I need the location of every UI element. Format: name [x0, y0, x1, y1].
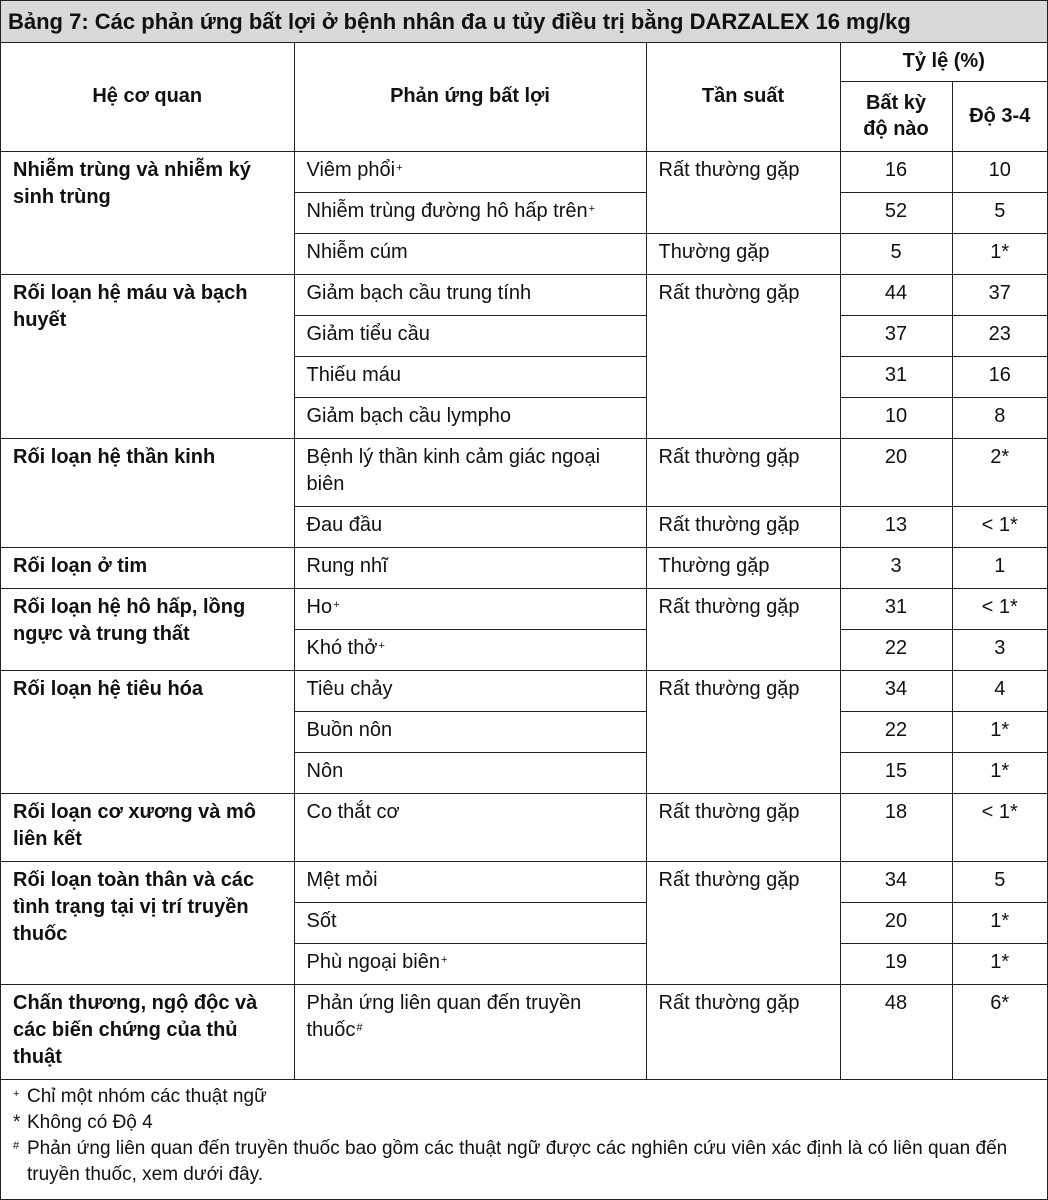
any-grade-cell: 34 — [840, 861, 952, 902]
footnote-item — [13, 1110, 1035, 1136]
system-cell: Rối loạn ở tim — [1, 547, 294, 588]
grade-3-4-cell: 1* — [952, 752, 1047, 793]
footnote-text: Không có Độ 4 — [27, 1112, 153, 1133]
any-grade-cell: 19 — [840, 943, 952, 984]
frequency-cell: Rất thường gặp — [646, 793, 840, 861]
reaction-text: Mệt mỏi — [306, 868, 378, 891]
system-cell: Rối loạn toàn thân và các tình trạng tại vị trí truyền thuốc — [1, 861, 294, 984]
any-grade-cell: 3 — [840, 547, 952, 588]
system-cell: Rối loạn hệ hô hấp, lồng ngực và trung thất — [1, 588, 294, 670]
any-grade-cell: 5 — [840, 233, 952, 274]
grade-3-4-cell: 5 — [952, 192, 1047, 233]
footnote-text: Phản ứng liên quan đến truyền thuốc bao gồm các thuật ngữ được các nghiên cứu viên xác định là có liên quan đến truyền thuốc, xem dưới đây. — [27, 1138, 1008, 1185]
system-cell: Rối loạn hệ máu và bạch huyết — [1, 274, 294, 438]
table-row — [1, 274, 1047, 315]
header-any-grade: Bất kỳ độ nào — [840, 81, 952, 151]
adverse-reactions-table — [1, 43, 1047, 1080]
frequency-cell: Rất thường gặp — [646, 984, 840, 1079]
table-row — [1, 793, 1047, 861]
footnote-item — [13, 1136, 1035, 1188]
reaction-text: Giảm bạch cầu trung tính — [306, 281, 532, 304]
frequency-cell: Rất thường gặp — [646, 151, 840, 233]
grade-3-4-cell: 1* — [952, 711, 1047, 752]
grade-3-4-cell: 3 — [952, 629, 1047, 670]
any-grade-cell: 37 — [840, 315, 952, 356]
any-grade-cell: 20 — [840, 902, 952, 943]
frequency-cell: Rất thường gặp — [646, 670, 840, 793]
table-body — [1, 151, 1047, 1079]
reaction-cell — [294, 984, 646, 1079]
table-row — [1, 984, 1047, 1079]
grade-3-4-cell: 4 — [952, 670, 1047, 711]
reaction-text: Co thắt cơ — [306, 800, 400, 823]
system-cell: Rối loạn hệ tiêu hóa — [1, 670, 294, 793]
reaction-cell — [294, 438, 646, 506]
any-grade-cell: 44 — [840, 274, 952, 315]
table-row — [1, 588, 1047, 629]
frequency-cell: Rất thường gặp — [646, 506, 840, 547]
any-grade-cell: 52 — [840, 192, 952, 233]
reaction-text: Sốt — [306, 909, 337, 932]
reaction-cell — [294, 629, 646, 670]
reaction-text: Tiêu chảy — [306, 677, 393, 700]
system-cell: Chấn thương, ngộ độc và các biến chứng của thủ thuật — [1, 984, 294, 1079]
footnote-mark: # — [356, 1021, 363, 1034]
table-row — [1, 438, 1047, 506]
grade-3-4-cell: 37 — [952, 274, 1047, 315]
footnote-item — [13, 1084, 1035, 1110]
reaction-cell — [294, 670, 646, 711]
grade-3-4-cell: 10 — [952, 151, 1047, 192]
reaction-text: Thiếu máu — [306, 363, 401, 386]
reaction-cell — [294, 547, 646, 588]
header-rate: Tỷ lệ (%) — [840, 43, 1047, 81]
grade-3-4-cell: 16 — [952, 356, 1047, 397]
reaction-cell — [294, 233, 646, 274]
table-row — [1, 861, 1047, 902]
grade-3-4-cell: 2* — [952, 438, 1047, 506]
footnote-symbol: # — [13, 1140, 20, 1152]
footnote-symbol: * — [13, 1112, 21, 1133]
any-grade-cell: 31 — [840, 588, 952, 629]
reaction-cell — [294, 793, 646, 861]
reaction-text: Đau đầu — [306, 513, 383, 536]
any-grade-cell: 34 — [840, 670, 952, 711]
reaction-cell — [294, 752, 646, 793]
reaction-cell — [294, 151, 646, 192]
frequency-cell: Rất thường gặp — [646, 274, 840, 438]
table-title: Bảng 7: Các phản ứng bất lợi ở bệnh nhân đa u tủy điều trị bằng DARZALEX 16 mg/kg — [1, 1, 1047, 43]
frequency-cell: Rất thường gặp — [646, 438, 840, 506]
footnote-mark: + — [440, 953, 448, 966]
reaction-text: Nôn — [306, 759, 344, 782]
reaction-cell — [294, 943, 646, 984]
any-grade-cell: 20 — [840, 438, 952, 506]
reaction-cell — [294, 315, 646, 356]
table-row — [1, 670, 1047, 711]
table-row — [1, 151, 1047, 192]
reaction-cell — [294, 711, 646, 752]
reaction-text: Nhiễm trùng đường hô hấp trên — [306, 199, 588, 222]
system-cell: Nhiễm trùng và nhiễm ký sinh trùng — [1, 151, 294, 274]
any-grade-cell: 10 — [840, 397, 952, 438]
any-grade-cell: 22 — [840, 629, 952, 670]
any-grade-cell: 22 — [840, 711, 952, 752]
grade-3-4-cell: 1 — [952, 547, 1047, 588]
footnote-symbol: + — [13, 1088, 20, 1100]
grade-3-4-cell: 5 — [952, 861, 1047, 902]
system-cell: Rối loạn cơ xương và mô liên kết — [1, 793, 294, 861]
reaction-text: Buồn nôn — [306, 718, 393, 741]
header-reaction: Phản ứng bất lợi — [294, 43, 646, 151]
reaction-cell — [294, 861, 646, 902]
any-grade-cell: 31 — [840, 356, 952, 397]
frequency-cell: Thường gặp — [646, 547, 840, 588]
reaction-cell — [294, 506, 646, 547]
system-cell: Rối loạn hệ thần kinh — [1, 438, 294, 547]
reaction-cell — [294, 274, 646, 315]
header-system: Hệ cơ quan — [1, 43, 294, 151]
footnote-mark: + — [378, 639, 385, 652]
header-frequency: Tần suất — [646, 43, 840, 151]
grade-3-4-cell: 1* — [952, 902, 1047, 943]
reaction-text: Nhiễm cúm — [306, 240, 408, 263]
footnote-mark: + — [588, 202, 596, 215]
reaction-text: Phản ứng liên quan đến truyền thuốc — [306, 991, 582, 1041]
frequency-cell: Thường gặp — [646, 233, 840, 274]
grade-3-4-cell: < 1* — [952, 793, 1047, 861]
reaction-cell — [294, 902, 646, 943]
grade-3-4-cell: < 1* — [952, 506, 1047, 547]
reaction-cell — [294, 192, 646, 233]
grade-3-4-cell: 8 — [952, 397, 1047, 438]
footnote-text: Chỉ một nhóm các thuật ngữ — [27, 1086, 267, 1107]
footnote-mark: + — [396, 161, 403, 174]
grade-3-4-cell: 6* — [952, 984, 1047, 1079]
reaction-cell — [294, 588, 646, 629]
grade-3-4-cell: 23 — [952, 315, 1047, 356]
reaction-cell — [294, 356, 646, 397]
reaction-text: Ho — [306, 595, 333, 618]
frequency-cell: Rất thường gặp — [646, 861, 840, 984]
any-grade-cell: 16 — [840, 151, 952, 192]
header-grade-3-4: Độ 3-4 — [952, 81, 1047, 151]
footnote-mark: + — [333, 598, 340, 611]
any-grade-cell: 13 — [840, 506, 952, 547]
any-grade-cell: 48 — [840, 984, 952, 1079]
frequency-cell: Rất thường gặp — [646, 588, 840, 670]
reaction-text: Khó thở — [306, 636, 378, 659]
reaction-text: Giảm tiểu cầu — [306, 322, 430, 345]
any-grade-cell: 15 — [840, 752, 952, 793]
reaction-cell — [294, 397, 646, 438]
grade-3-4-cell: 1* — [952, 233, 1047, 274]
footnotes — [1, 1078, 1047, 1194]
reaction-text: Giảm bạch cầu lympho — [306, 404, 512, 427]
grade-3-4-cell: < 1* — [952, 588, 1047, 629]
reaction-text: Viêm phổi — [306, 158, 396, 181]
grade-3-4-cell: 1* — [952, 943, 1047, 984]
any-grade-cell: 18 — [840, 793, 952, 861]
reaction-text: Bệnh lý thần kinh cảm giác ngoại biên — [306, 445, 601, 495]
table-row — [1, 547, 1047, 588]
reaction-text: Rung nhĩ — [306, 554, 388, 577]
reaction-text: Phù ngoại biên — [306, 950, 440, 973]
